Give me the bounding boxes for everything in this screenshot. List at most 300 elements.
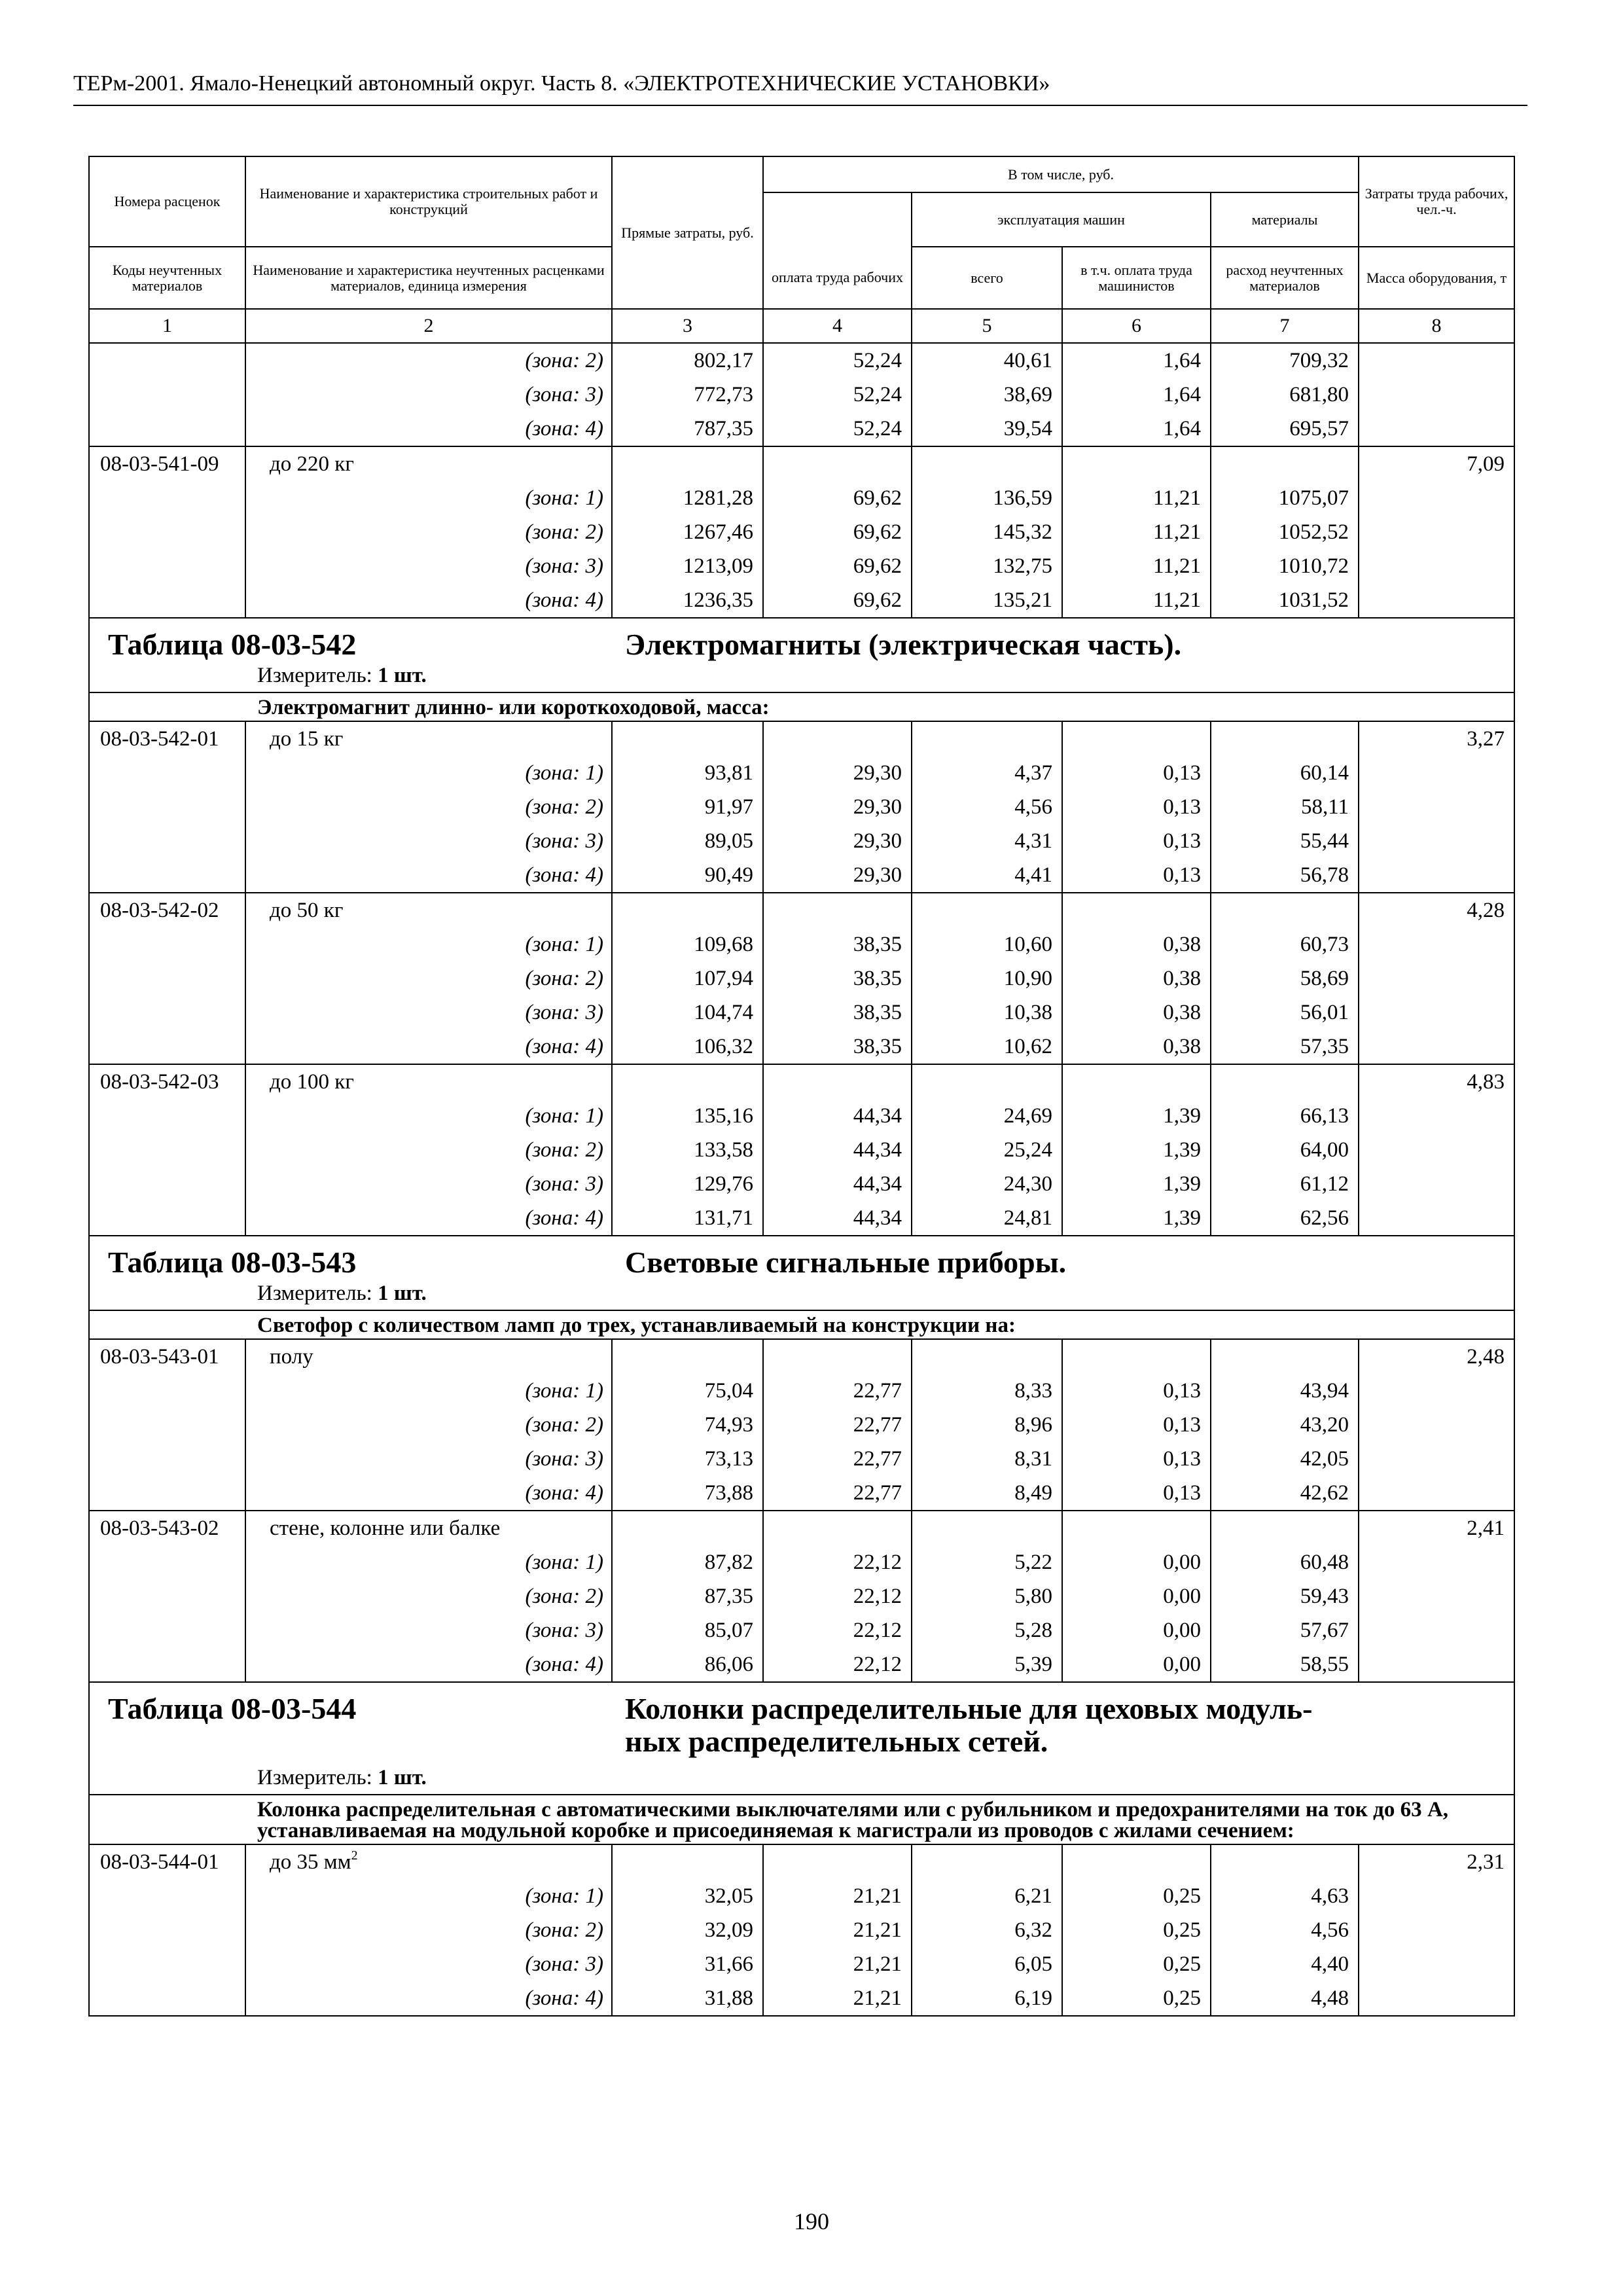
direct-costs-value: 131,71 (612, 1201, 763, 1236)
mass-cell (1359, 343, 1514, 378)
section-name: Световые сигнальные приборы. (625, 1246, 1067, 1279)
empty-cell (1211, 1339, 1359, 1374)
machines-value: 6,21 (912, 1879, 1062, 1913)
empty-cell (763, 1844, 912, 1879)
header-rule (73, 105, 1527, 106)
empty-cell (763, 721, 912, 756)
operators-pay-value: 0,25 (1062, 1913, 1211, 1947)
zone-label: (зона: 3) (245, 824, 612, 858)
empty-cell (763, 1339, 912, 1374)
zone-label: (зона: 1) (245, 1374, 612, 1408)
item-code: 08-03-544-01 (89, 1844, 245, 1879)
mass-cell (1359, 1879, 1514, 1913)
group-heading-text: Электромагнит длинно- или короткоходовой, масса: (257, 696, 770, 719)
code-cell (89, 1408, 245, 1442)
machines-value: 6,32 (912, 1913, 1062, 1947)
code-cell (89, 1647, 245, 1682)
empty-cell (912, 446, 1062, 481)
machines-value: 8,49 (912, 1476, 1062, 1511)
zone-label: (зона: 2) (245, 1579, 612, 1613)
empty-cell (763, 893, 912, 927)
mass-cell (1359, 1545, 1514, 1579)
empty-cell (1211, 1511, 1359, 1545)
measure-label: Измеритель: (257, 1766, 378, 1789)
zone-label: (зона: 4) (245, 1476, 612, 1511)
materials-value: 43,94 (1211, 1374, 1359, 1408)
empty-cell (1062, 446, 1211, 481)
operators-pay-value: 0,00 (1062, 1545, 1211, 1579)
empty-cell (612, 1844, 763, 1879)
labor-pay-value: 52,24 (763, 412, 912, 446)
machines-value: 38,69 (912, 378, 1062, 412)
mass-cell (1359, 1201, 1514, 1236)
section-code: Таблица 08-03-542 (108, 628, 357, 661)
materials-value: 43,20 (1211, 1408, 1359, 1442)
machines-value: 136,59 (912, 481, 1062, 515)
machines-value: 135,21 (912, 583, 1062, 618)
zone-label: (зона: 4) (245, 412, 612, 446)
group-heading (89, 1310, 1514, 1339)
zone-label: (зона: 3) (245, 1613, 612, 1647)
operators-pay-value: 0,13 (1062, 790, 1211, 824)
labor-pay-value: 52,24 (763, 378, 912, 412)
zone-label: (зона: 3) (245, 1442, 612, 1476)
operators-pay-value: 1,39 (1062, 1099, 1211, 1133)
code-cell (89, 1947, 245, 1981)
item-name (245, 1339, 612, 1374)
section-title (89, 618, 1514, 661)
direct-costs-value: 89,05 (612, 824, 763, 858)
direct-costs-value: 106,32 (612, 1030, 763, 1064)
mass-cell (1359, 1913, 1514, 1947)
operators-pay-value: 1,39 (1062, 1201, 1211, 1236)
direct-costs-value: 87,82 (612, 1545, 763, 1579)
zone-row (89, 515, 1514, 549)
group-heading-row (89, 1795, 1514, 1844)
materials-value: 61,12 (1211, 1167, 1359, 1201)
measure-value: 1 шт. (378, 1282, 427, 1305)
machines-value: 145,32 (912, 515, 1062, 549)
section-title-continuation-row (89, 1725, 1514, 1763)
materials-value: 681,80 (1211, 378, 1359, 412)
zone-row (89, 824, 1514, 858)
zone-label: (зона: 2) (245, 1408, 612, 1442)
measure-cell (89, 1763, 1514, 1795)
operators-pay-value: 0,00 (1062, 1613, 1211, 1647)
table-header (89, 156, 1514, 343)
zone-label: (зона: 2) (245, 1913, 612, 1947)
empty-cell (1062, 721, 1211, 756)
machines-value: 8,31 (912, 1442, 1062, 1476)
labor-pay-value: 44,34 (763, 1133, 912, 1167)
operators-pay-value: 11,21 (1062, 583, 1211, 618)
labor-pay-value: 21,21 (763, 1947, 912, 1981)
column-number: 4 (763, 309, 912, 343)
materials-value: 56,78 (1211, 858, 1359, 893)
code-cell (89, 927, 245, 961)
direct-costs-value: 135,16 (612, 1099, 763, 1133)
table-body (89, 343, 1514, 2016)
operators-pay-value: 1,39 (1062, 1167, 1211, 1201)
operators-pay-value: 0,25 (1062, 1981, 1211, 2016)
zone-row (89, 790, 1514, 824)
materials-value: 4,63 (1211, 1879, 1359, 1913)
empty-cell (912, 1844, 1062, 1879)
equipment-mass-value: 3,27 (1359, 721, 1514, 756)
measure-cell (89, 661, 1514, 692)
code-cell (89, 1913, 245, 1947)
zone-label: (зона: 1) (245, 481, 612, 515)
empty-cell (1062, 893, 1211, 927)
labor-pay-value: 29,30 (763, 824, 912, 858)
labor-pay-value: 44,34 (763, 1201, 912, 1236)
column-number: 6 (1062, 309, 1211, 343)
materials-value: 58,55 (1211, 1647, 1359, 1682)
header-equipment-mass: Масса оборудования, т (1359, 247, 1514, 309)
zone-row (89, 927, 1514, 961)
empty-cell (1062, 1064, 1211, 1099)
measure-value: 1 шт. (378, 664, 427, 687)
mass-cell (1359, 1647, 1514, 1682)
labor-pay-value: 21,21 (763, 1981, 912, 2016)
item-name (245, 446, 612, 481)
item-name-superscript: 2 (351, 1848, 358, 1863)
direct-costs-value: 91,97 (612, 790, 763, 824)
zone-row (89, 378, 1514, 412)
code-cell (89, 1133, 245, 1167)
materials-value: 55,44 (1211, 824, 1359, 858)
zone-label: (зона: 2) (245, 515, 612, 549)
item-name-text: до 35 мм (270, 1850, 351, 1874)
operators-pay-value: 1,64 (1062, 412, 1211, 446)
item-name-text: до 220 кг (270, 452, 354, 476)
operators-pay-value: 1,39 (1062, 1133, 1211, 1167)
zone-label: (зона: 4) (245, 1981, 612, 2016)
item-code: 08-03-542-02 (89, 893, 245, 927)
item-code: 08-03-542-01 (89, 721, 245, 756)
column-number: 5 (912, 309, 1062, 343)
group-heading-row (89, 1310, 1514, 1339)
direct-costs-value: 73,13 (612, 1442, 763, 1476)
section-title-row (89, 618, 1514, 661)
column-numbers-row (89, 309, 1514, 343)
zone-label: (зона: 1) (245, 927, 612, 961)
zone-label: (зона: 2) (245, 961, 612, 996)
equipment-mass-value: 7,09 (1359, 446, 1514, 481)
materials-value: 1052,52 (1211, 515, 1359, 549)
page-number: 190 (794, 2208, 829, 2234)
code-cell (89, 583, 245, 618)
direct-costs-value: 1281,28 (612, 481, 763, 515)
zone-row (89, 1981, 1514, 2016)
zone-row (89, 1545, 1514, 1579)
mass-cell (1359, 824, 1514, 858)
item-name-text: до 50 кг (270, 899, 344, 922)
machines-value: 6,05 (912, 1947, 1062, 1981)
empty-cell (1062, 1844, 1211, 1879)
zone-label: (зона: 4) (245, 858, 612, 893)
header-machines: эксплуатация машин (912, 192, 1211, 247)
item-name (245, 1064, 612, 1099)
header-codes: Номера расценок (89, 156, 245, 247)
direct-costs-value: 31,88 (612, 1981, 763, 2016)
section-name: Электромагниты (электрическая часть). (625, 628, 1182, 661)
zone-row (89, 1167, 1514, 1201)
item-name (245, 893, 612, 927)
materials-value: 709,32 (1211, 343, 1359, 378)
code-cell (89, 1613, 245, 1647)
machines-value: 25,24 (912, 1133, 1062, 1167)
labor-pay-value: 22,12 (763, 1579, 912, 1613)
code-cell (89, 343, 245, 378)
zone-label: (зона: 2) (245, 1133, 612, 1167)
direct-costs-value: 772,73 (612, 378, 763, 412)
machines-value: 5,80 (912, 1579, 1062, 1613)
zone-label: (зона: 2) (245, 343, 612, 378)
item-name-text: стене, колонне или балке (270, 1516, 501, 1540)
materials-value: 42,05 (1211, 1442, 1359, 1476)
mass-cell (1359, 412, 1514, 446)
code-cell (89, 1981, 245, 2016)
empty-cell (1211, 721, 1359, 756)
code-cell (89, 790, 245, 824)
header-material-name: Наименование и характеристика неучтенных расценками материалов, единица измерения (245, 247, 612, 309)
operators-pay-value: 0,13 (1062, 824, 1211, 858)
labor-pay-value: 38,35 (763, 996, 912, 1030)
empty-cell (1211, 1844, 1359, 1879)
machines-value: 10,60 (912, 927, 1062, 961)
item-row (89, 893, 1514, 927)
zone-label: (зона: 3) (245, 549, 612, 583)
operators-pay-value: 0,13 (1062, 1374, 1211, 1408)
empty-cell (612, 446, 763, 481)
labor-pay-value: 22,77 (763, 1408, 912, 1442)
code-cell (89, 858, 245, 893)
zone-row (89, 1030, 1514, 1064)
header-empty-4 (763, 192, 912, 247)
materials-value: 58,11 (1211, 790, 1359, 824)
direct-costs-value: 787,35 (612, 412, 763, 446)
empty-cell (612, 721, 763, 756)
zone-row (89, 1099, 1514, 1133)
direct-costs-value: 75,04 (612, 1374, 763, 1408)
code-cell (89, 1167, 245, 1201)
mass-cell (1359, 790, 1514, 824)
item-row (89, 446, 1514, 481)
group-heading-row (89, 692, 1514, 721)
code-cell (89, 481, 245, 515)
header-unaccounted-materials: расход неучтенных материалов (1211, 247, 1359, 309)
labor-pay-value: 29,30 (763, 858, 912, 893)
mass-cell (1359, 858, 1514, 893)
mass-cell (1359, 1613, 1514, 1647)
machines-value: 10,90 (912, 961, 1062, 996)
mass-cell (1359, 1579, 1514, 1613)
group-heading (89, 1795, 1514, 1844)
machines-value: 24,69 (912, 1099, 1062, 1133)
item-row (89, 1511, 1514, 1545)
zone-row (89, 549, 1514, 583)
equipment-mass-value: 4,28 (1359, 893, 1514, 927)
labor-pay-value: 22,12 (763, 1647, 912, 1682)
code-cell (89, 1879, 245, 1913)
zone-row (89, 1647, 1514, 1682)
code-cell (89, 1476, 245, 1511)
code-cell (89, 1201, 245, 1236)
code-cell (89, 1579, 245, 1613)
operators-pay-value: 11,21 (1062, 515, 1211, 549)
zone-row (89, 1879, 1514, 1913)
machines-value: 132,75 (912, 549, 1062, 583)
zone-label: (зона: 1) (245, 1545, 612, 1579)
materials-value: 1075,07 (1211, 481, 1359, 515)
direct-costs-value: 107,94 (612, 961, 763, 996)
machines-value: 24,30 (912, 1167, 1062, 1201)
zone-row (89, 961, 1514, 996)
item-code: 08-03-543-02 (89, 1511, 245, 1545)
code-cell (89, 1545, 245, 1579)
machines-value: 5,22 (912, 1545, 1062, 1579)
equipment-mass-value: 4,83 (1359, 1064, 1514, 1099)
empty-cell (612, 1339, 763, 1374)
direct-costs-value: 1267,46 (612, 515, 763, 549)
item-name (245, 1511, 612, 1545)
materials-value: 56,01 (1211, 996, 1359, 1030)
materials-value: 4,48 (1211, 1981, 1359, 2016)
mass-cell (1359, 961, 1514, 996)
zone-row (89, 858, 1514, 893)
measure-cell (89, 1279, 1514, 1310)
machines-value: 6,19 (912, 1981, 1062, 2016)
mass-cell (1359, 1167, 1514, 1201)
machines-value: 5,28 (912, 1613, 1062, 1647)
mass-cell (1359, 996, 1514, 1030)
item-name (245, 721, 612, 756)
mass-cell (1359, 1476, 1514, 1511)
header-name: Наименование и характеристика строительных работ и конструкций (245, 156, 612, 247)
empty-cell (1211, 1064, 1359, 1099)
section-title-continuation (89, 1725, 1514, 1763)
labor-pay-value: 69,62 (763, 549, 912, 583)
machines-value: 5,39 (912, 1647, 1062, 1682)
header-direct-costs: Прямые затраты, руб. (612, 156, 763, 309)
direct-costs-value: 32,09 (612, 1913, 763, 1947)
item-name-text: полу (270, 1345, 313, 1369)
zone-row (89, 1579, 1514, 1613)
operators-pay-value: 0,38 (1062, 996, 1211, 1030)
code-cell (89, 515, 245, 549)
column-number: 8 (1359, 309, 1514, 343)
direct-costs-value: 85,07 (612, 1613, 763, 1647)
code-cell (89, 412, 245, 446)
labor-pay-value: 44,34 (763, 1099, 912, 1133)
empty-cell (612, 893, 763, 927)
labor-pay-value: 52,24 (763, 343, 912, 378)
measure-label: Измеритель: (257, 1282, 378, 1305)
zone-label: (зона: 3) (245, 1167, 612, 1201)
empty-cell (1211, 893, 1359, 927)
equipment-mass-value: 2,31 (1359, 1844, 1514, 1879)
measure-row (89, 1279, 1514, 1310)
empty-cell (763, 1511, 912, 1545)
materials-value: 695,57 (1211, 412, 1359, 446)
direct-costs-value: 74,93 (612, 1408, 763, 1442)
header-operators-pay: в т.ч. оплата труда машинистов (1062, 247, 1211, 309)
operators-pay-value: 0,13 (1062, 1408, 1211, 1442)
operators-pay-value: 11,21 (1062, 549, 1211, 583)
item-row (89, 1339, 1514, 1374)
machines-value: 24,81 (912, 1201, 1062, 1236)
item-code: 08-03-541-09 (89, 446, 245, 481)
direct-costs-value: 32,05 (612, 1879, 763, 1913)
machines-value: 4,41 (912, 858, 1062, 893)
zone-label: (зона: 4) (245, 1030, 612, 1064)
zone-label: (зона: 1) (245, 1099, 612, 1133)
header-labor-hours: Затраты труда рабочих, чел.-ч. (1359, 156, 1514, 247)
labor-pay-value: 38,35 (763, 1030, 912, 1064)
operators-pay-value: 0,13 (1062, 1442, 1211, 1476)
empty-cell (612, 1064, 763, 1099)
measure-row (89, 661, 1514, 692)
empty-cell (612, 1511, 763, 1545)
mass-cell (1359, 1981, 1514, 2016)
header-materials: материалы (1211, 192, 1359, 247)
mass-cell (1359, 549, 1514, 583)
labor-pay-value: 69,62 (763, 481, 912, 515)
equipment-mass-value: 2,48 (1359, 1339, 1514, 1374)
zone-label: (зона: 3) (245, 996, 612, 1030)
machines-value: 4,37 (912, 756, 1062, 790)
labor-pay-value: 22,77 (763, 1442, 912, 1476)
mass-cell (1359, 1030, 1514, 1064)
item-code: 08-03-542-03 (89, 1064, 245, 1099)
equipment-mass-value: 2,41 (1359, 1511, 1514, 1545)
item-name (245, 1844, 612, 1879)
materials-value: 57,35 (1211, 1030, 1359, 1064)
materials-value: 60,73 (1211, 927, 1359, 961)
operators-pay-value: 1,64 (1062, 343, 1211, 378)
empty-cell (1211, 446, 1359, 481)
materials-value: 62,56 (1211, 1201, 1359, 1236)
item-row (89, 1064, 1514, 1099)
direct-costs-value: 31,66 (612, 1947, 763, 1981)
direct-costs-value: 1213,09 (612, 549, 763, 583)
section-title (89, 1236, 1514, 1279)
zone-row (89, 1476, 1514, 1511)
zone-row (89, 1133, 1514, 1167)
measure-row (89, 1763, 1514, 1795)
section-title-row (89, 1236, 1514, 1279)
code-cell (89, 1374, 245, 1408)
code-cell (89, 961, 245, 996)
item-row (89, 721, 1514, 756)
empty-cell (763, 1064, 912, 1099)
code-cell (89, 549, 245, 583)
empty-cell (912, 1339, 1062, 1374)
header-material-codes: Коды неучтенных материалов (89, 247, 245, 309)
mass-cell (1359, 1408, 1514, 1442)
empty-cell (912, 893, 1062, 927)
machines-value: 4,56 (912, 790, 1062, 824)
column-number: 7 (1211, 309, 1359, 343)
column-number: 2 (245, 309, 612, 343)
materials-value: 1031,52 (1211, 583, 1359, 618)
empty-cell (912, 721, 1062, 756)
machines-value: 10,62 (912, 1030, 1062, 1064)
materials-value: 4,56 (1211, 1913, 1359, 1947)
materials-value: 60,48 (1211, 1545, 1359, 1579)
column-number: 1 (89, 309, 245, 343)
